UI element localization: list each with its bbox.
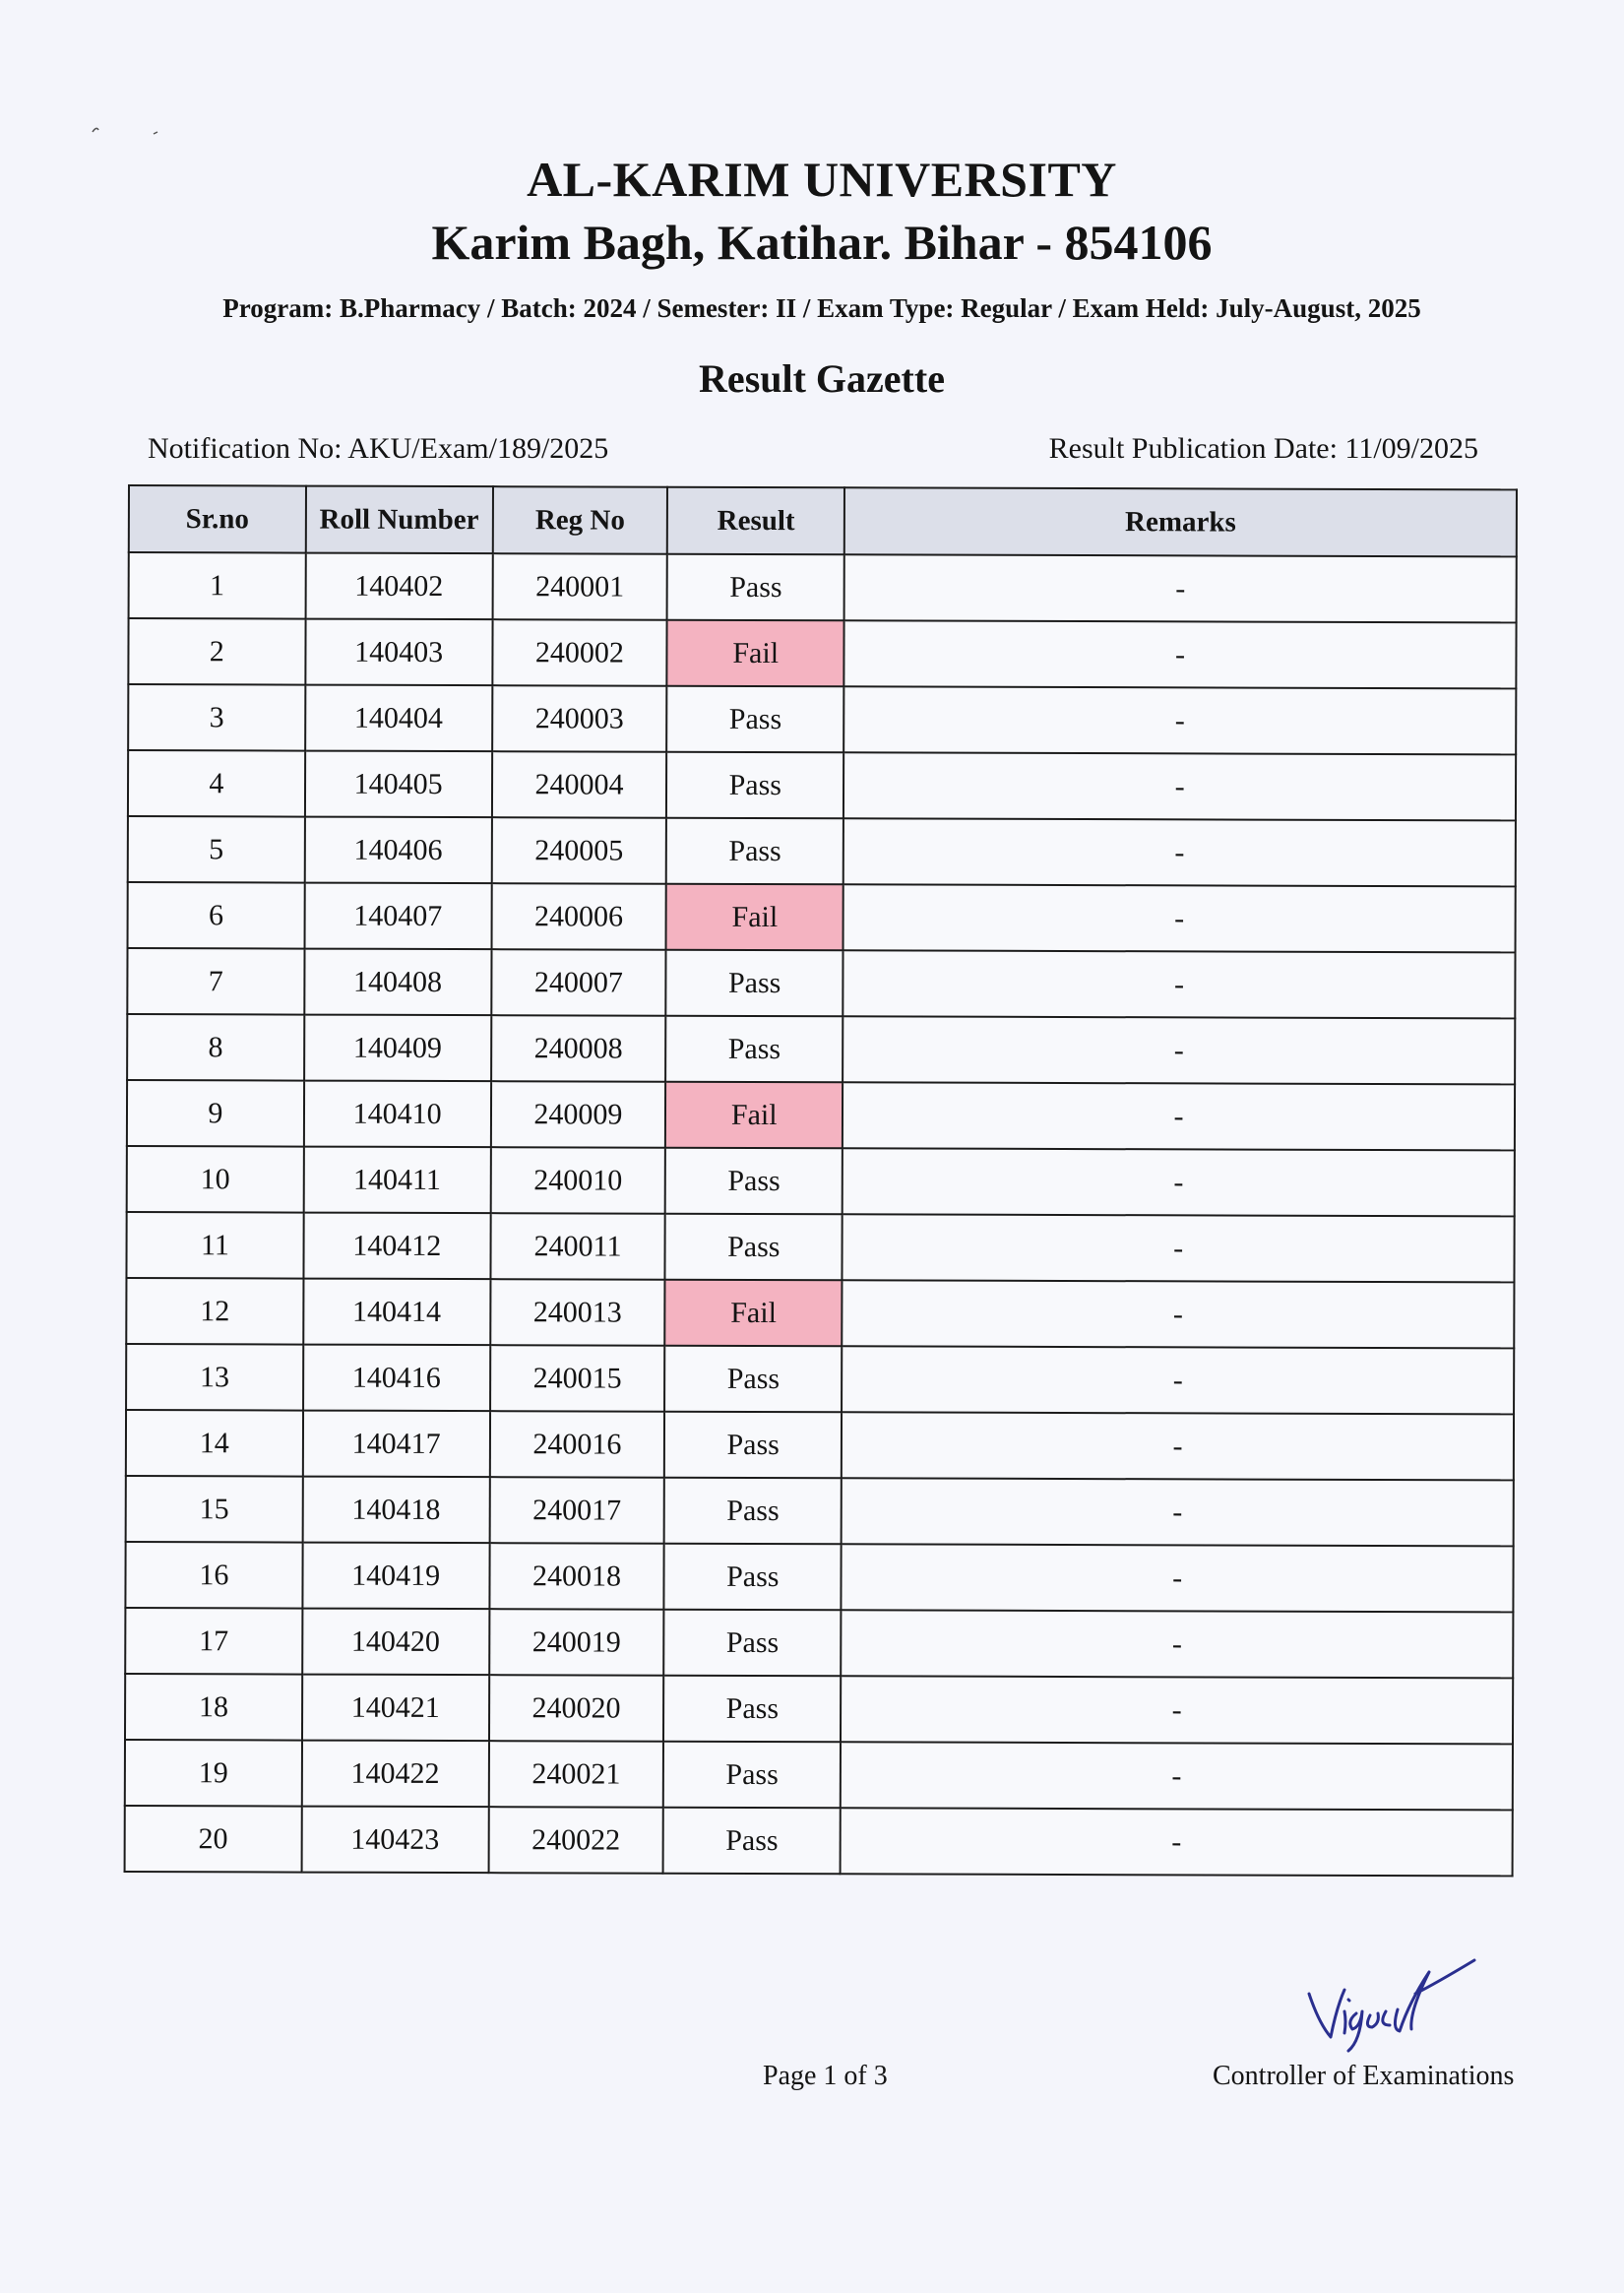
cell-result: Pass <box>664 1610 842 1677</box>
cell-reg-no: 240017 <box>489 1477 664 1544</box>
column-header-sr-no: Sr.no <box>129 485 306 553</box>
cell-remarks: - <box>842 1478 1514 1546</box>
cell-result: Pass <box>665 1016 843 1083</box>
signature-mark <box>1299 1954 1486 2063</box>
cell-reg-no: 240008 <box>491 1015 666 1082</box>
table-row <box>128 882 1516 952</box>
cell-reg-no: 240015 <box>490 1345 665 1412</box>
cell-roll-number: 140420 <box>302 1609 489 1676</box>
cell-remarks: - <box>843 818 1516 886</box>
page-number: Page 1 of 3 <box>763 2061 888 2091</box>
cell-sr-no: 20 <box>125 1806 302 1873</box>
cell-remarks: - <box>842 1280 1514 1348</box>
cell-remarks: - <box>843 752 1516 820</box>
cell-sr-no: 12 <box>126 1278 303 1345</box>
cell-result: Fail <box>667 620 844 687</box>
cell-roll-number: 140418 <box>302 1477 489 1544</box>
cell-remarks: - <box>841 1808 1513 1876</box>
table-row <box>128 750 1516 820</box>
table-row <box>128 816 1516 886</box>
cell-reg-no: 240021 <box>488 1741 663 1808</box>
cell-reg-no: 240019 <box>489 1609 664 1676</box>
cell-sr-no: 14 <box>126 1410 303 1477</box>
cell-remarks: - <box>841 1742 1513 1810</box>
cell-reg-no: 240003 <box>492 685 667 752</box>
cell-result: Pass <box>666 818 843 885</box>
cell-sr-no: 2 <box>128 618 305 685</box>
cell-remarks: - <box>843 686 1516 754</box>
cell-result: Pass <box>665 1148 843 1215</box>
column-header-roll-number: Roll Number <box>306 486 493 554</box>
cell-remarks: - <box>842 1412 1514 1480</box>
results-table <box>124 484 1518 1877</box>
table-row <box>125 1806 1513 1876</box>
cell-roll-number: 140409 <box>304 1015 491 1082</box>
column-header-result: Result <box>667 487 844 555</box>
cell-result: Fail <box>666 884 843 951</box>
cell-roll-number: 140414 <box>303 1279 490 1346</box>
cell-sr-no: 13 <box>126 1344 303 1411</box>
cell-reg-no: 240010 <box>490 1147 665 1214</box>
program-details: Program: B.Pharmacy / Batch: 2024 / Semester: II / Exam Type: Regular / Exam Held: July-August, 2025 <box>222 293 1421 323</box>
table-row <box>127 1146 1515 1216</box>
cell-reg-no: 240011 <box>490 1213 665 1280</box>
cell-remarks: - <box>843 1016 1515 1084</box>
cell-sr-no: 6 <box>128 882 305 949</box>
cell-roll-number: 140404 <box>305 685 492 752</box>
cell-result: Pass <box>664 1412 842 1479</box>
cell-reg-no: 240009 <box>490 1081 665 1148</box>
cell-roll-number: 140411 <box>303 1147 490 1214</box>
cell-remarks: - <box>843 1082 1515 1150</box>
cell-roll-number: 140412 <box>303 1213 490 1280</box>
table-row <box>126 1278 1514 1348</box>
cell-roll-number: 140407 <box>304 883 491 950</box>
cell-sr-no: 1 <box>129 552 306 619</box>
cell-result: Pass <box>666 950 843 1017</box>
cell-reg-no: 240002 <box>492 619 667 686</box>
column-header-remarks: Remarks <box>844 487 1517 556</box>
cell-sr-no: 15 <box>126 1476 303 1543</box>
table-row <box>125 1542 1513 1612</box>
table-row <box>128 684 1516 754</box>
cell-roll-number: 140406 <box>304 817 491 884</box>
cell-reg-no: 240006 <box>491 883 666 950</box>
signatory-title: Controller of Examinations <box>1213 2061 1515 2091</box>
cell-roll-number: 140422 <box>302 1741 489 1808</box>
cell-remarks: - <box>844 554 1517 622</box>
cell-result: Pass <box>667 554 844 621</box>
cell-sr-no: 3 <box>128 684 305 751</box>
table-body <box>125 552 1517 1876</box>
cell-result: Pass <box>663 1742 841 1809</box>
cell-remarks: - <box>844 620 1517 688</box>
cell-reg-no: 240022 <box>488 1807 663 1874</box>
cell-reg-no: 240016 <box>489 1411 664 1478</box>
cell-roll-number: 140421 <box>302 1675 489 1742</box>
table-row <box>125 1740 1513 1810</box>
cell-remarks: - <box>843 950 1515 1018</box>
notification-number: Notification No: AKU/Exam/189/2025 <box>148 432 609 465</box>
cell-sr-no: 10 <box>127 1146 304 1213</box>
cell-result: Pass <box>664 1346 842 1413</box>
university-address: Karim Bagh, Katihar. Bihar - 854106 <box>431 215 1213 270</box>
cell-reg-no: 240020 <box>489 1675 664 1742</box>
cell-remarks: - <box>843 1214 1515 1282</box>
table-row <box>126 1476 1514 1546</box>
cell-remarks: - <box>842 1346 1514 1414</box>
cell-roll-number: 140410 <box>304 1081 491 1148</box>
document-header <box>0 148 1624 402</box>
cell-result: Pass <box>667 686 844 753</box>
cell-remarks: - <box>841 1676 1513 1744</box>
table-row <box>125 1608 1513 1678</box>
cell-result: Pass <box>664 1544 842 1611</box>
cell-result: Pass <box>664 1478 842 1545</box>
cell-sr-no: 17 <box>125 1608 302 1675</box>
cell-sr-no: 18 <box>125 1674 302 1741</box>
cell-sr-no: 19 <box>125 1740 302 1807</box>
cell-roll-number: 140405 <box>305 751 492 818</box>
cell-reg-no: 240007 <box>491 949 666 1016</box>
table-row <box>126 1410 1514 1480</box>
cell-roll-number: 140417 <box>303 1411 490 1478</box>
cell-result: Pass <box>666 752 843 819</box>
cell-result: Pass <box>663 1808 841 1875</box>
cell-reg-no: 240013 <box>490 1279 665 1346</box>
cell-sr-no: 7 <box>127 948 304 1015</box>
cell-remarks: - <box>841 1610 1513 1678</box>
table-header-row <box>129 485 1517 556</box>
publication-date: Result Publication Date: 11/09/2025 <box>1048 432 1478 465</box>
cell-reg-no: 240005 <box>491 817 666 884</box>
table-row <box>125 1674 1513 1744</box>
table-row <box>127 948 1515 1018</box>
cell-roll-number: 140423 <box>301 1807 488 1874</box>
cell-sr-no: 9 <box>127 1080 304 1147</box>
cell-result: Pass <box>665 1214 843 1281</box>
cell-sr-no: 5 <box>128 816 305 883</box>
cell-roll-number: 140403 <box>305 619 492 686</box>
cell-reg-no: 240018 <box>489 1543 664 1610</box>
column-header-reg-no: Reg No <box>492 486 667 554</box>
university-name: AL-KARIM UNIVERSITY <box>527 152 1117 207</box>
table-row <box>127 1014 1515 1084</box>
cell-result: Pass <box>663 1676 841 1743</box>
cell-sr-no: 4 <box>128 750 305 817</box>
cell-remarks: - <box>842 1544 1514 1612</box>
cell-result: Fail <box>665 1280 843 1347</box>
cell-roll-number: 140416 <box>303 1345 490 1412</box>
cell-roll-number: 140419 <box>302 1543 489 1610</box>
table-row <box>127 1080 1515 1150</box>
table-row <box>129 552 1517 622</box>
cell-roll-number: 140402 <box>305 553 492 620</box>
cell-sr-no: 16 <box>125 1542 302 1609</box>
cell-reg-no: 240004 <box>492 751 667 818</box>
document-title: Result Gazette <box>699 356 945 401</box>
cell-reg-no: 240001 <box>492 553 667 620</box>
cell-remarks: - <box>843 1148 1515 1216</box>
table-row <box>126 1344 1514 1414</box>
cell-remarks: - <box>843 884 1516 952</box>
cell-roll-number: 140408 <box>304 949 491 1016</box>
cell-sr-no: 8 <box>127 1014 304 1081</box>
table-row <box>126 1212 1514 1282</box>
table-row <box>128 618 1516 688</box>
cell-result: Fail <box>665 1082 843 1149</box>
cell-sr-no: 11 <box>126 1212 303 1279</box>
